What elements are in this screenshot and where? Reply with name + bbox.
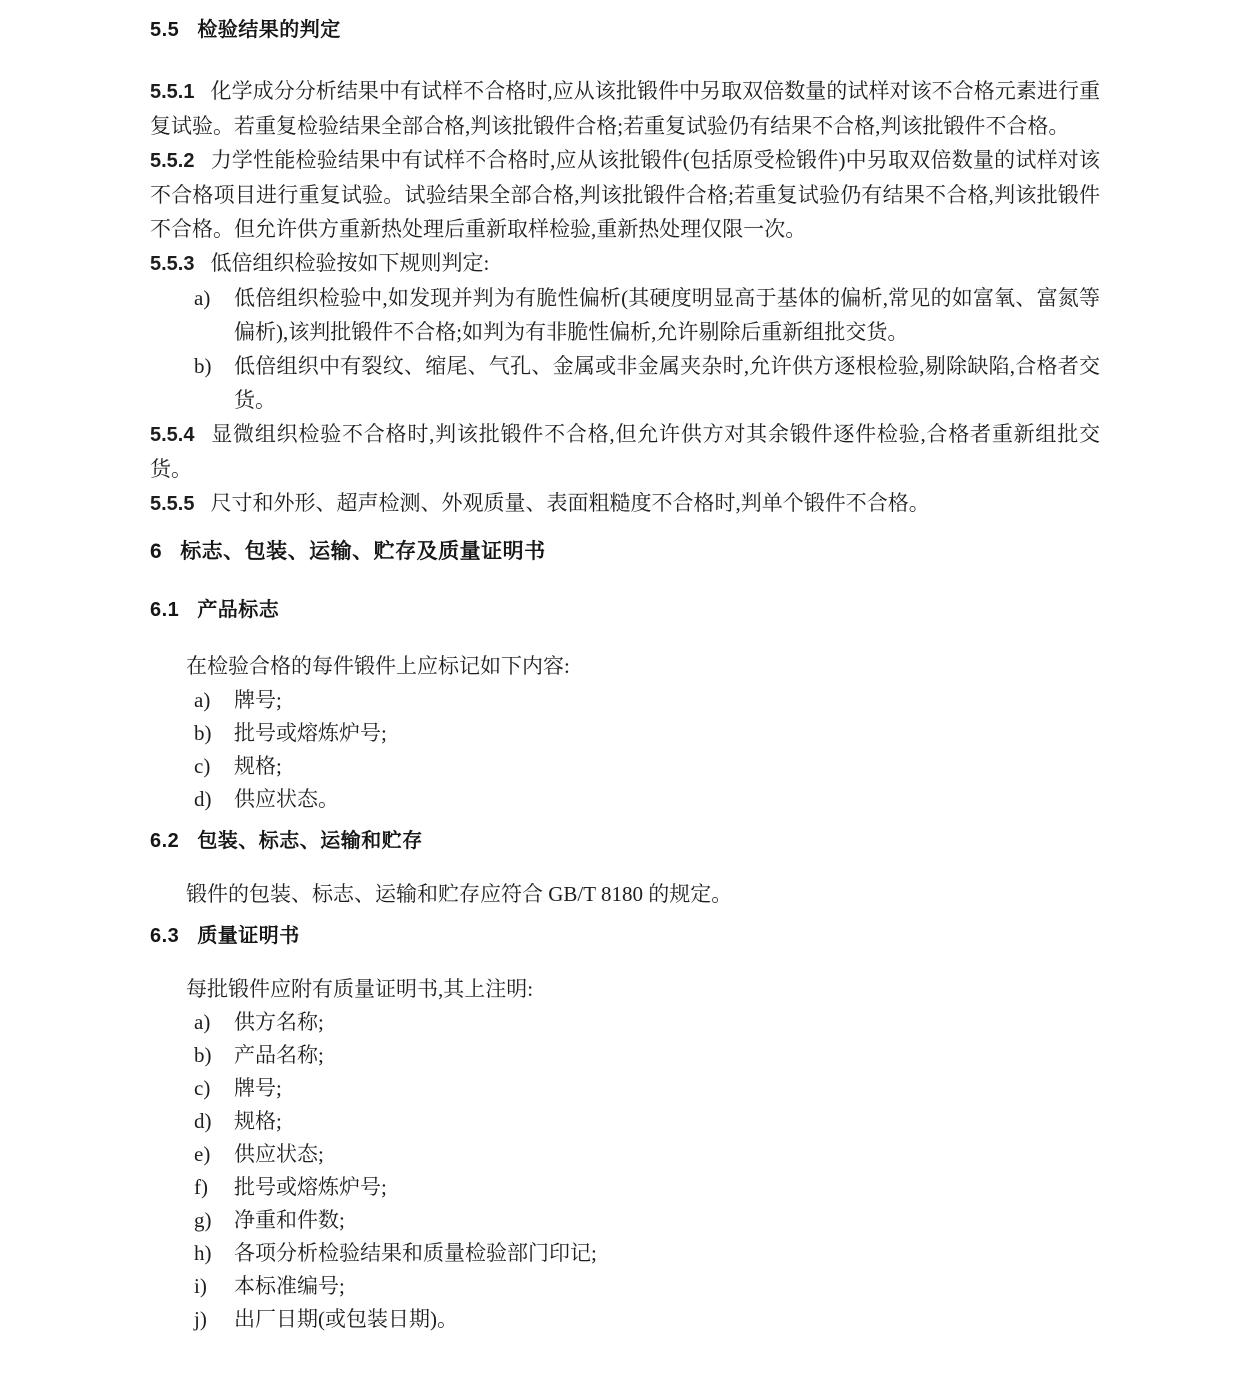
section-heading-6-2 bbox=[150, 827, 1100, 855]
list-item bbox=[150, 1171, 1100, 1204]
section-title: 检验结果的判定 bbox=[197, 19, 341, 41]
section-number: 6.1 bbox=[150, 599, 180, 621]
clause-number: 5.5.2 bbox=[150, 150, 195, 172]
list-text: 规格; bbox=[234, 754, 282, 778]
clause-number: 5.5.3 bbox=[150, 253, 195, 275]
paragraph-6-3-intro: 每批锻件应附有质量证明书,其上注明: bbox=[186, 977, 534, 1001]
clause-5-5-5 bbox=[150, 486, 1100, 521]
list-text: 供应状态。 bbox=[234, 787, 339, 811]
clause-text: 力学性能检验结果中有试样不合格时,应从该批锻件(包括原受检锻件)中另取双倍数量的试样对该不合格项目进行重复试验。试验结果全部合格,判该批锻件合格;若重复试验仍有结果不合格,判该批锻件不合格。但允许供方重新热处理后重新取样检验,重新热处理仅限一次。 bbox=[150, 148, 1100, 241]
list-marker: a) bbox=[194, 688, 211, 712]
list-marker: a) bbox=[194, 286, 211, 310]
list-text: 批号或熔炼炉号; bbox=[234, 721, 387, 745]
list-marker: f) bbox=[194, 1175, 208, 1199]
list-item-a bbox=[150, 281, 1100, 349]
list-item bbox=[150, 750, 1100, 783]
section-number: 6.3 bbox=[150, 925, 180, 947]
clause-5-5-1 bbox=[150, 74, 1100, 143]
clause-5-5-3 bbox=[150, 246, 1100, 281]
list-marker: b) bbox=[194, 721, 212, 745]
section-heading-6 bbox=[150, 538, 1100, 566]
section-heading-5-5 bbox=[150, 16, 1100, 44]
list-item bbox=[150, 1303, 1100, 1336]
list-marker: g) bbox=[194, 1208, 212, 1232]
list-item bbox=[150, 1006, 1100, 1039]
list-marker: c) bbox=[194, 754, 211, 778]
list-text: 牌号; bbox=[234, 688, 282, 712]
list-text: 供方名称; bbox=[234, 1010, 324, 1034]
list-marker: e) bbox=[194, 1142, 211, 1166]
list-text: 产品名称; bbox=[234, 1043, 324, 1067]
list-marker: c) bbox=[194, 1076, 211, 1100]
list-marker: j) bbox=[194, 1307, 207, 1331]
list-text: 净重和件数; bbox=[234, 1208, 345, 1232]
list-item bbox=[150, 783, 1100, 816]
list-item bbox=[150, 1270, 1100, 1303]
section-number: 6.2 bbox=[150, 830, 180, 852]
list-item bbox=[150, 717, 1100, 750]
list-item bbox=[150, 1072, 1100, 1105]
clause-text: 化学成分分析结果中有试样不合格时,应从该批锻件中另取双倍数量的试样对该不合格元素进行重复试验。若重复检验结果全部合格,判该批锻件合格;若重复试验仍有结果不合格,判该批锻件不合格。 bbox=[150, 79, 1100, 138]
section-title: 产品标志 bbox=[197, 599, 280, 621]
list-text: 规格; bbox=[234, 1109, 282, 1133]
list-item bbox=[150, 1105, 1100, 1138]
list-text: 供应状态; bbox=[234, 1142, 324, 1166]
clause-5-5-4 bbox=[150, 417, 1100, 486]
section-title: 包装、标志、运输和贮存 bbox=[197, 830, 423, 852]
clause-text: 低倍组织检验按如下规则判定: bbox=[210, 251, 490, 275]
section-heading-6-3 bbox=[150, 922, 1100, 950]
list-item bbox=[150, 1138, 1100, 1171]
list-marker: i) bbox=[194, 1274, 207, 1298]
list-item-b bbox=[150, 349, 1100, 417]
list-6-3 bbox=[150, 1006, 1100, 1336]
section-number: 6 bbox=[150, 540, 163, 563]
clause-number: 5.5.4 bbox=[150, 424, 195, 446]
list-marker: h) bbox=[194, 1241, 212, 1265]
section-heading-6-1 bbox=[150, 596, 1100, 624]
list-marker: b) bbox=[194, 354, 212, 378]
list-item bbox=[150, 684, 1100, 717]
list-text: 本标准编号; bbox=[234, 1274, 345, 1298]
section-title: 质量证明书 bbox=[197, 925, 300, 947]
list-item bbox=[150, 1039, 1100, 1072]
clause-text: 显微组织检验不合格时,判该批锻件不合格,但允许供方对其余锻件逐件检验,合格者重新组批交货。 bbox=[150, 422, 1100, 481]
section-title: 标志、包装、运输、贮存及质量证明书 bbox=[180, 540, 546, 563]
list-text: 批号或熔炼炉号; bbox=[234, 1175, 387, 1199]
clause-5-5-2 bbox=[150, 143, 1100, 246]
list-6-1 bbox=[150, 684, 1100, 816]
list-item bbox=[150, 1237, 1100, 1270]
list-marker: a) bbox=[194, 1010, 211, 1034]
paragraph-6-2-body: 锻件的包装、标志、运输和贮存应符合 GB/T 8180 的规定。 bbox=[186, 882, 733, 906]
section-number: 5.5 bbox=[150, 19, 180, 41]
clause-number: 5.5.5 bbox=[150, 493, 195, 515]
list-item bbox=[150, 1204, 1100, 1237]
clause-text: 尺寸和外形、超声检测、外观质量、表面粗糙度不合格时,判单个锻件不合格。 bbox=[210, 491, 930, 515]
clause-number: 5.5.1 bbox=[150, 81, 195, 103]
paragraph-6-1-intro: 在检验合格的每件锻件上应标记如下内容: bbox=[186, 654, 570, 678]
list-marker: d) bbox=[194, 1109, 212, 1133]
list-text: 低倍组织检验中,如发现并判为有脆性偏析(其硬度明显高于基体的偏析,常见的如富氧、富氮等偏析),该判批锻件不合格;如判为有非脆性偏析,允许剔除后重新组批交货。 bbox=[234, 286, 1100, 344]
list-text: 各项分析检验结果和质量检验部门印记; bbox=[234, 1241, 597, 1265]
list-text: 低倍组织中有裂纹、缩尾、气孔、金属或非金属夹杂时,允许供方逐根检验,剔除缺陷,合格者交货。 bbox=[234, 354, 1100, 412]
list-marker: b) bbox=[194, 1043, 212, 1067]
list-text: 出厂日期(或包装日期)。 bbox=[234, 1307, 458, 1331]
list-text: 牌号; bbox=[234, 1076, 282, 1100]
list-marker: d) bbox=[194, 787, 212, 811]
